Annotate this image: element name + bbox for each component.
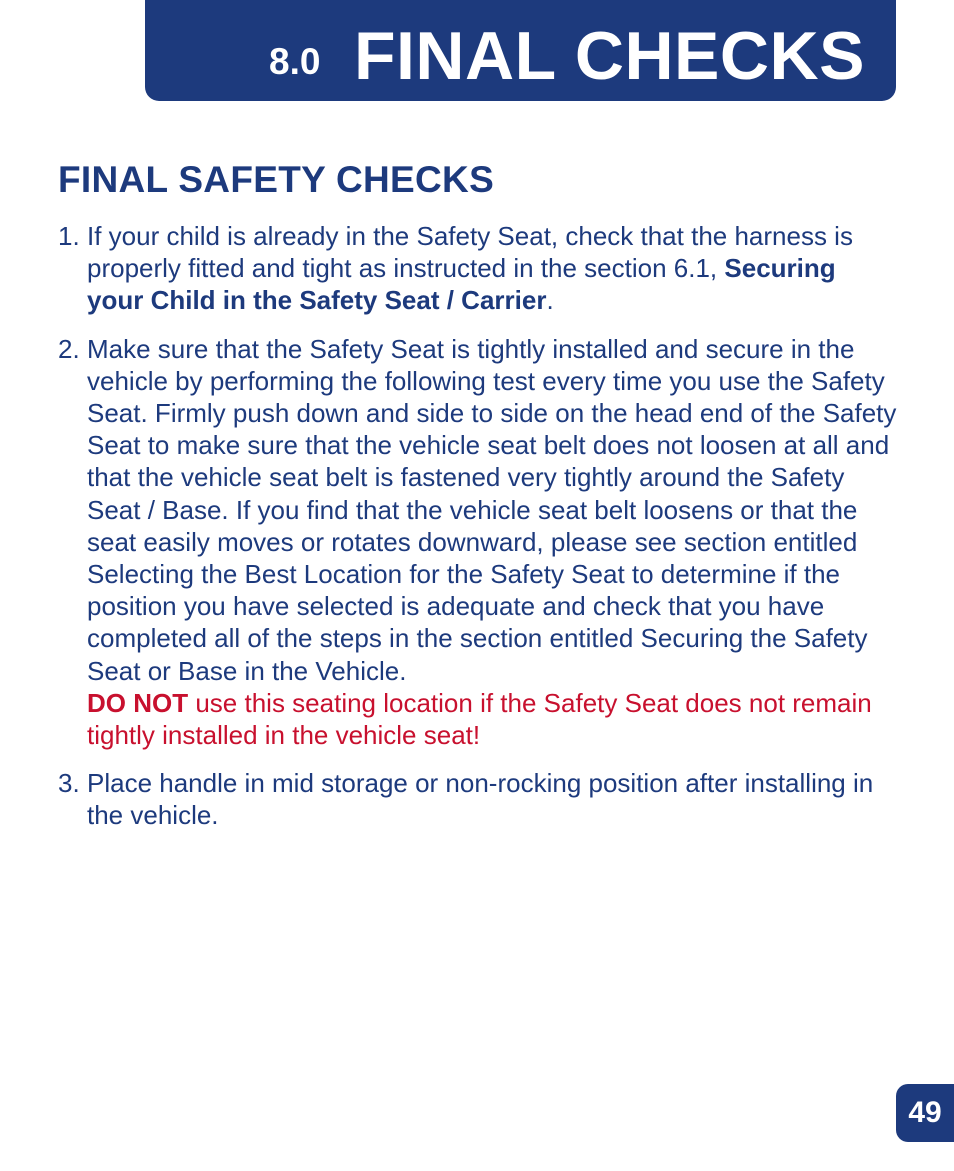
item-number: 1.: [58, 221, 80, 251]
item-number: 2.: [58, 333, 80, 364]
warning-strong-text: DO NOT: [87, 687, 189, 718]
chapter-header-bar: [145, 0, 896, 101]
warning-text: use this seating location if the Safety Seat does not remain tightly installed in the vehicle seat!: [87, 687, 872, 751]
page-number: 49: [908, 1096, 942, 1129]
item-text: Make sure that the Safety Seat is tightly installed and secure in the vehicle by performing the following test every time you use the Safety Seat. Firmly push down and side to side on the head end of the Safety Seat to make sure that the vehicle seat belt does not loosen at all and that the vehicle seat belt is fastened very tightly around the Safety Seat / Base. If you find that the vehicle seat belt loosens or that the seat easily moves or rotates downward, please see section entitled Selecting the Best Location for the Safety Seat to determine if the position you have selected is adequate and check that you have completed all of the steps in the section entitled Securing the Safety Seat or Base in the Vehicle.: [87, 333, 897, 686]
chapter-number: 8.0: [269, 41, 321, 82]
item-suffix: .: [546, 285, 554, 316]
item-text: If your child is already in the Safety Seat, check that the harness is properly fitted and tight as instructed in the section 6.1,: [87, 221, 853, 284]
list-item-1: [58, 220, 898, 317]
list-item-2: [58, 333, 898, 752]
list-item-3: [58, 767, 898, 831]
warning-note: [87, 688, 872, 750]
chapter-title: FINAL CHECKS: [354, 18, 865, 94]
section-reference: Securing your Child in the Safety Seat / Carrier: [87, 253, 836, 316]
section-heading: FINAL SAFETY CHECKS: [58, 159, 495, 200]
checks-list: [58, 220, 898, 848]
page-number-badge: [896, 1084, 954, 1142]
item-text: Place handle in mid storage or non-rocking position after installing in the vehicle.: [87, 768, 874, 831]
item-number: 3.: [58, 768, 80, 799]
